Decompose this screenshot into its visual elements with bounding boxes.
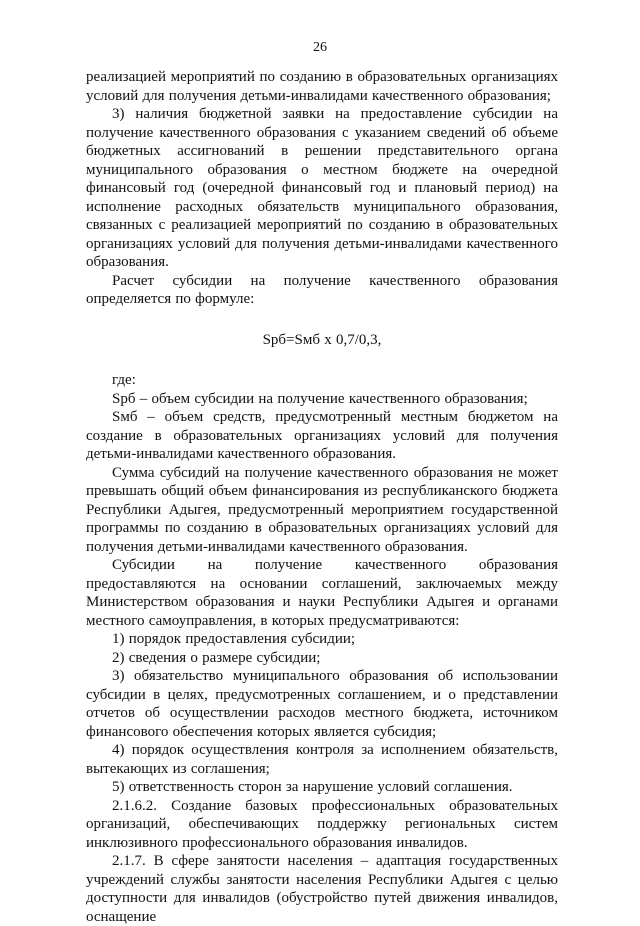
paragraph: реализацией мероприятий по созданию в образовательных организациях условий для получения детьми-инвалидами качественного образования; — [86, 69, 558, 104]
paragraph: Sмб – объем средств, предусмотренный местным бюджетом на создание в образовательных организациях условий для получения детьми-инвалидами качественного образования. — [86, 409, 558, 462]
paragraph: 2.1.7. В сфере занятости населения – адаптация государственных учреждений службы занятости населения Республики Адыгея с целью доступности для инвалидов (обустройство путей движения инвалидов, оснащение — [86, 853, 558, 925]
paragraph: Sрб – объем субсидии на получение качественного образования; — [112, 390, 528, 407]
list-item: 4) порядок осуществления контроля за исполнением обязательств, вытекающих из соглашения; — [86, 742, 558, 777]
list-item: 5) ответственность сторон за нарушение условий соглашения. — [112, 779, 513, 795]
paragraph: 3) наличия бюджетной заявки на предоставление субсидии на получение качественного образования с указанием сведений об объеме бюджетных ассигнований в решении представительного органа муниципального образования о местном бюджете на очередной финансовый год (очередной финансовый год и плановый период) на исполнение расходных обязательств муниципального образования, связанных с реализацией мероприятий по созданию в образовательных организациях условий для получения детьми-инвалидами качественного образования. — [86, 106, 558, 270]
list-item: 3) обязательство муниципального образования об использовании субсидии в целях, предусмотренных соглашением, и о представлении отчетов об осуществлении расходов местного бюджета, источником финансового обеспечения которых является субсидия; — [86, 668, 558, 740]
document-body — [86, 68, 558, 926]
formula: Sрб=Sмб x 0,7/0,3, — [262, 331, 382, 348]
list-item: 1) порядок предоставления субсидии; — [112, 631, 356, 647]
paragraph: Расчет субсидии на получение качественного образования определяется по формуле: — [86, 272, 558, 307]
page-number: 26 — [313, 40, 327, 55]
paragraph: где: — [112, 372, 136, 388]
paragraph: Сумма субсидий на получение качественного образования не может превышать общий объем финансирования из республиканского бюджета Республики Адыгея, предусмотренный мероприятием государственной программы по созданию в образовательных организациях условий для получения детьми-инвалидами качественного образования. — [86, 464, 558, 555]
list-item: 2) сведения о размере субсидии; — [112, 649, 321, 666]
paragraph: 2.1.6.2. Создание базовых профессиональных образовательных организаций, обеспечивающих поддержку региональных систем инклюзивного профессионального образования инвалидов. — [86, 797, 558, 851]
paragraph: Субсидии на получение качественного образования предоставляются на основании соглашений, заключаемых между Министерством образования и науки Республики Адыгея и органами местного самоуправления, в которых предусматриваются: — [86, 557, 558, 629]
